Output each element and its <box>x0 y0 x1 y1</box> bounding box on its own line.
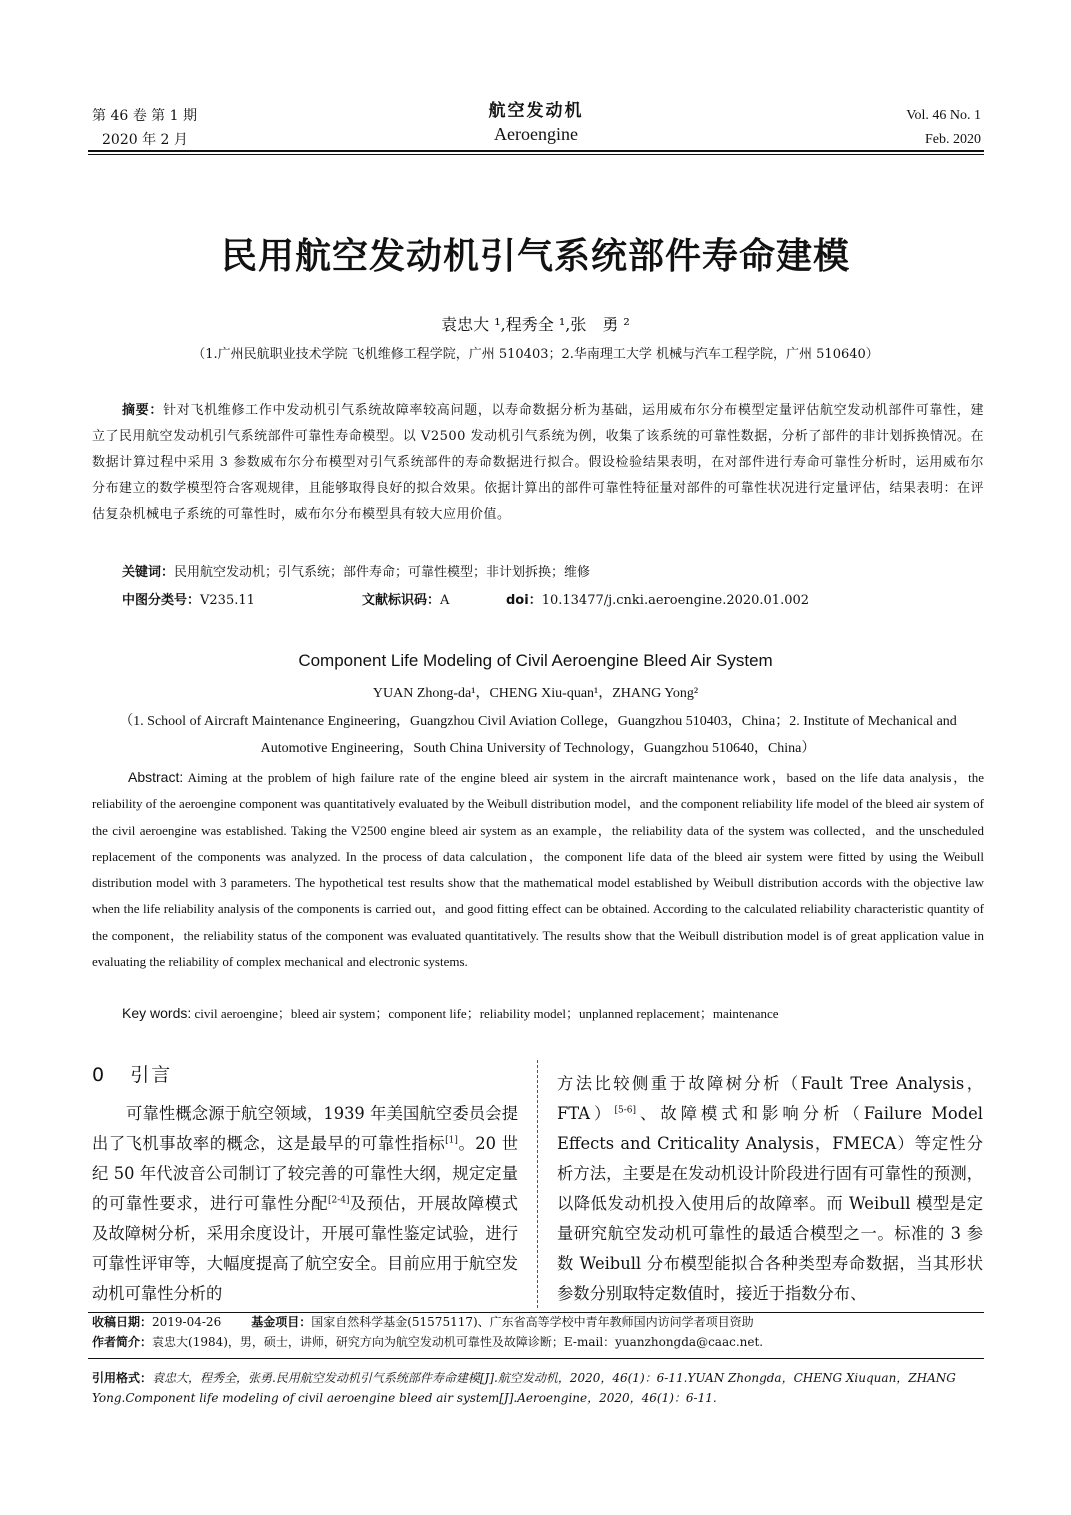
journal-name-zh: 航空发动机 <box>488 101 584 121</box>
body-left-text-2: 。20 世纪 50 年代波音公司制订了较完善的可靠性大纲，规定定量的可靠性要求，进行可靠性分配 <box>92 1134 518 1213</box>
volume-issue-en: Vol. 46 No. 1 <box>906 108 981 123</box>
section-number: 0 <box>92 1064 107 1086</box>
abstract-zh <box>92 398 984 528</box>
received-label: 收稿日期： <box>92 1315 153 1329</box>
publication-date: 2020 年 2 月 <box>102 132 188 148</box>
clc-label: 中图分类号： <box>122 593 201 608</box>
classification-line <box>122 590 982 612</box>
doi-label: doi： <box>506 593 542 608</box>
body-left-text-3: 及预估，开展故障模式及故障树分析，采用余度设计，开展可靠性鉴定试验，进行可靠性评审等，大幅度提高了航空安全。目前应用于航空发动机可靠性分析的 <box>92 1194 518 1303</box>
english-authors: YUAN Zhong-da¹，CHENG Xiu-quan¹，ZHANG Yong² <box>372 686 699 701</box>
header-right <box>906 104 981 152</box>
paper-title: 民用航空发动机引气系统部件寿命建模 <box>220 235 850 277</box>
author-bio-label: 作者简介： <box>92 1335 153 1349</box>
authors: 袁忠大 ¹,程秀全 ¹,张 勇 ² <box>441 315 630 334</box>
received-value: 2019-04-26 <box>152 1315 222 1329</box>
english-title: Component Life Modeling of Civil Aeroengine Bleed Air System <box>298 651 773 670</box>
abstract-en-text: Aiming at the problem of high failure rate of the engine bleed air system in the aircraft maintenance work，based on the life data analysis，the reliability of the aeroengine component was quantitatively evaluated by the Weibull distribution model，and the component reliability life model of the bleed air system of the civil aeroengine was established. Taking the V2500 engine bleed air system as an example，the reliability data of the system was collected，and the unscheduled replacement of the components was analyzed. In the process of data calculation，the component life data of the bleed air system were fitted by using the Weibull distribution model with 3 parameters. The hypothetical test results show that the mathematical model established by Weibull distribution accords with the objective law when the life reliability analysis of the components is carried out，and good fitting effect can be obtained. According to the calculated reliability characteristic quantity of the component，the reliability status of the component was evaluated quantitatively. The results show that the Weibull distribution model is of great application value in evaluating the reliability of complex mechanical and electronic systems. <box>92 770 984 970</box>
body-column-left <box>92 1099 518 1309</box>
clc-value: V235.11 <box>200 593 255 608</box>
journal-name-en: Aeroengine <box>494 124 578 144</box>
doc-code <box>362 590 506 612</box>
fund-label: 基金项目： <box>251 1315 312 1329</box>
footnote-received-fund <box>92 1312 984 1332</box>
section-heading <box>92 1060 172 1087</box>
clc-code <box>122 590 362 612</box>
section-title: 引言 <box>130 1064 173 1086</box>
keywords-zh-label: 关键词： <box>122 565 175 580</box>
header-rule <box>88 150 984 152</box>
body-left-text-1: 可靠性概念源于航空领域，1939 年美国航空委员会提出了飞机事故率的概念，这是最早的可靠性指标 <box>92 1104 518 1153</box>
author-bio-value: 袁忠大(1984)，男，硕士，讲师，研究方向为航空发动机可靠性及故障诊断；E-mail：yuanzhongda@caac.net. <box>152 1335 764 1349</box>
english-affiliation: （1. School of Aircraft Maintenance Engineering，Guangzhou Civil Aviation College，Guangzhou 510403，China；2. Institute of Mechanical and Automotive Engineering，South China University of Technology，Guangzhou 510640，China） <box>119 714 957 756</box>
citation-label: 引用格式： <box>92 1371 153 1385</box>
body-right-text-1: 方法比较侧重于故障树分析（Fault Tree Analysis，FTA） <box>557 1074 983 1123</box>
abstract-zh-label: 摘要： <box>122 403 164 418</box>
ref-3: [5-6] <box>614 1105 636 1116</box>
keywords-zh <box>122 562 590 584</box>
citation <box>92 1368 984 1408</box>
publication-date-en: Feb. 2020 <box>925 132 981 147</box>
volume-issue: 第 46 卷 第 1 期 <box>92 108 197 124</box>
doi <box>506 590 809 612</box>
body-column-right <box>557 1069 983 1309</box>
keywords-en <box>122 1002 779 1025</box>
footnote-author <box>92 1332 984 1352</box>
citation-rule <box>88 1358 984 1359</box>
citation-text: 袁忠大，程秀全，张勇.民用航空发动机引气系统部件寿命建模[J].航空发动机，2020，46(1)：6-11.YUAN Zhongda，CHENG Xiuquan，ZHANG Yong.Component life modeling of civil aeroengine bleed air system[J].Aeroengine，2020，46(1)：6-11. <box>92 1371 956 1405</box>
doc-label: 文献标识码： <box>362 593 441 608</box>
ref-1: [1] <box>445 1135 458 1146</box>
affiliation: （1.广州民航职业技术学院 飞机维修工程学院，广州 510403；2.华南理工大学 机械与汽车工程学院，广州 510640） <box>192 347 879 362</box>
ref-2: [2-4] <box>327 1195 350 1206</box>
abstract-en-label: Abstract: <box>128 769 184 785</box>
body-right-text-2: 、故障模式和影响分析（Failure Model Effects and Criticality Analysis，FMECA）等定性分析方法，主要是在发动机设计阶段进行固有可靠性的预测，以降低发动机投入使用后的故障率。而 Weibull 模型是定量研究航空发动机可靠性的最适合模型之一。标准的 3 参数 Weibull 分布模型能拟合各种类型寿命数据，当其形状参数分别取特定数值时，接近于指数分布、 <box>557 1104 983 1303</box>
keywords-en-label: Key words: <box>122 1005 192 1021</box>
abstract-zh-text: 针对飞机维修工作中发动机引气系统故障率较高问题，以寿命数据分析为基础，运用威布尔分布模型定量评估航空发动机部件可靠性，建立了民用航空发动机引气系统部件可靠性寿命模型。以 V2500 发动机引气系统为例，收集了该系统的可靠性数据，分析了部件的非计划拆换情况。在数据计算过程中采用 3 参数威布尔分布模型对引气系统部件的寿命数据进行拟合。假设检验结果表明，在对部件进行寿命可靠性分析时，运用威布尔分布建立的数学模型符合客观规律，且能够取得良好的拟合效果。依据计算出的部件可靠性特征量对部件的可靠性状况进行定量评估，结果表明：在评估复杂机械电子系统的可靠性时，威布尔分布模型具有较大应用价值。 <box>92 403 984 522</box>
fund-value: 国家自然科学基金(51575117)、广东省高等学校中青年教师国内访问学者项目资助 <box>311 1315 754 1329</box>
header-rule-thin <box>88 154 984 155</box>
abstract-en <box>92 764 984 975</box>
keywords-en-text: civil aeroengine；bleed air system；component life；reliability model；unplanned replacement；maintenance <box>194 1006 779 1021</box>
header-center <box>400 100 672 146</box>
header-left <box>92 104 197 152</box>
column-divider <box>537 1060 538 1308</box>
doc-value: A <box>440 593 450 608</box>
doi-value: 10.13477/j.cnki.aeroengine.2020.01.002 <box>541 593 810 608</box>
keywords-zh-text: 民用航空发动机；引气系统；部件寿命；可靠性模型；非计划拆换；维修 <box>174 565 591 580</box>
